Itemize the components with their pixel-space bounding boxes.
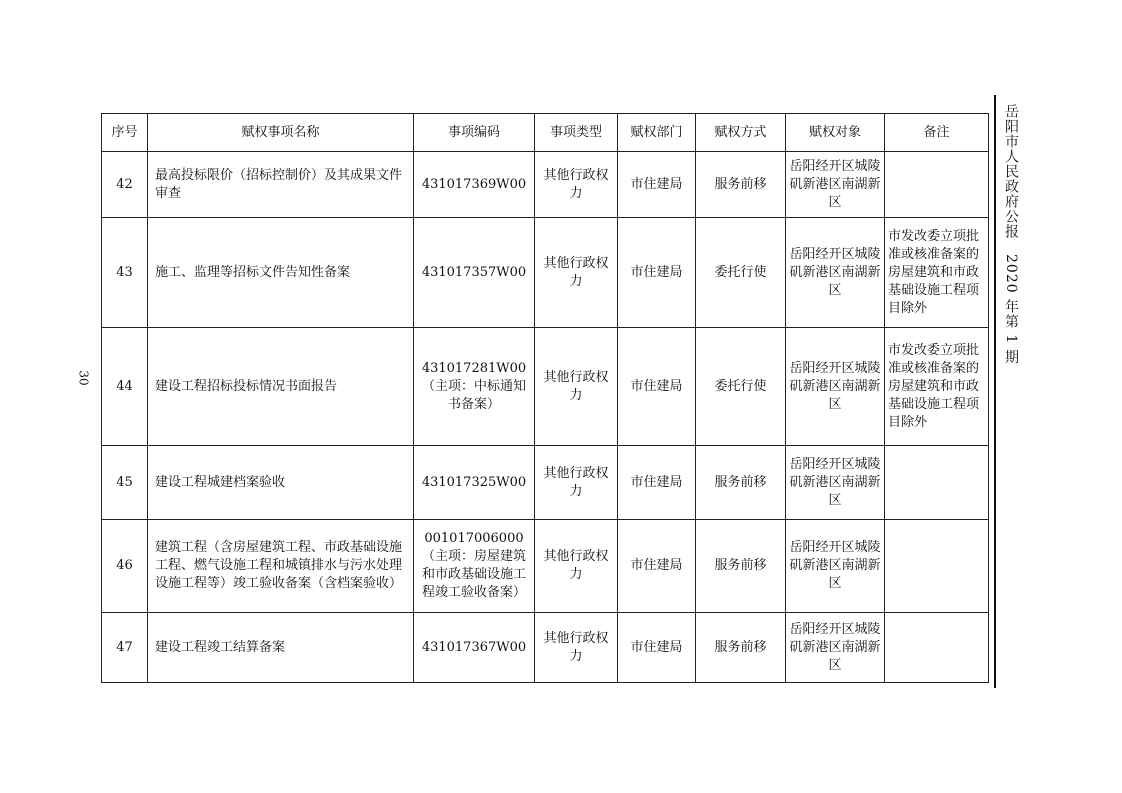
running-header — [1000, 104, 1022, 365]
remark — [885, 446, 989, 520]
row-number: 42 — [102, 152, 148, 218]
margin-rule — [994, 95, 996, 688]
item-type: 其他行政权力 — [535, 152, 618, 218]
row-number: 46 — [102, 520, 148, 613]
table-row — [102, 446, 989, 520]
column-header: 赋权事项名称 — [148, 114, 414, 152]
column-header: 赋权方式 — [696, 114, 786, 152]
authorization-target: 岳阳经开区城陵矶新港区南湖新区 — [786, 218, 885, 328]
row-number: 43 — [102, 218, 148, 328]
authorization-target: 岳阳经开区城陵矶新港区南湖新区 — [786, 520, 885, 613]
authorization-method: 委托行使 — [696, 218, 786, 328]
table-row — [102, 152, 989, 218]
authorizing-department: 市住建局 — [618, 613, 696, 683]
authorization-table — [101, 113, 989, 683]
item-code: 431017367W00 — [414, 613, 535, 683]
authorization-method: 委托行使 — [696, 328, 786, 446]
authorization-method: 服务前移 — [696, 152, 786, 218]
table-row — [102, 328, 989, 446]
authorization-target: 岳阳经开区城陵矶新港区南湖新区 — [786, 446, 885, 520]
column-header: 赋权对象 — [786, 114, 885, 152]
row-number: 47 — [102, 613, 148, 683]
item-name: 施工、监理等招标文件告知性备案 — [148, 218, 414, 328]
item-code: 001017006000（主项：房屋建筑和市政基础设施工程竣工验收备案） — [414, 520, 535, 613]
authorization-method: 服务前移 — [696, 520, 786, 613]
row-number: 44 — [102, 328, 148, 446]
item-type: 其他行政权力 — [535, 520, 618, 613]
column-header: 事项编码 — [414, 114, 535, 152]
remark — [885, 152, 989, 218]
column-header: 备注 — [885, 114, 989, 152]
issue-label: 2020 年第 1 期 — [1003, 254, 1019, 365]
item-type: 其他行政权力 — [535, 446, 618, 520]
item-code: 431017281W00（主项：中标通知书备案） — [414, 328, 535, 446]
item-name: 最高投标限价（招标控制价）及其成果文件审查 — [148, 152, 414, 218]
authorization-method: 服务前移 — [696, 613, 786, 683]
item-code: 431017369W00 — [414, 152, 535, 218]
authorizing-department: 市住建局 — [618, 446, 696, 520]
item-name: 建设工程竣工结算备案 — [148, 613, 414, 683]
authorization-target: 岳阳经开区城陵矶新港区南湖新区 — [786, 613, 885, 683]
column-header: 赋权部门 — [618, 114, 696, 152]
table-row — [102, 613, 989, 683]
item-type: 其他行政权力 — [535, 613, 618, 683]
publication-title: 岳阳市人民政府公报 — [1003, 104, 1019, 239]
authorizing-department: 市住建局 — [618, 328, 696, 446]
table-row — [102, 520, 989, 613]
remark — [885, 613, 989, 683]
item-type: 其他行政权力 — [535, 328, 618, 446]
authorization-target: 岳阳经开区城陵矶新港区南湖新区 — [786, 152, 885, 218]
authorizing-department: 市住建局 — [618, 152, 696, 218]
item-type: 其他行政权力 — [535, 218, 618, 328]
item-code: 431017325W00 — [414, 446, 535, 520]
authorization-target: 岳阳经开区城陵矶新港区南湖新区 — [786, 328, 885, 446]
table-row — [102, 218, 989, 328]
remark — [885, 520, 989, 613]
row-number: 45 — [102, 446, 148, 520]
column-header: 事项类型 — [535, 114, 618, 152]
table-header-row — [102, 114, 989, 152]
page-number: 30 — [76, 370, 91, 386]
remark: 市发改委立项批准或核准备案的房屋建筑和市政基础设施工程项目除外 — [885, 328, 989, 446]
item-name: 建设工程城建档案验收 — [148, 446, 414, 520]
item-code: 431017357W00 — [414, 218, 535, 328]
remark: 市发改委立项批准或核准备案的房屋建筑和市政基础设施工程项目除外 — [885, 218, 989, 328]
item-name: 建设工程招标投标情况书面报告 — [148, 328, 414, 446]
authorizing-department: 市住建局 — [618, 520, 696, 613]
column-header: 序号 — [102, 114, 148, 152]
item-name: 建筑工程（含房屋建筑工程、市政基础设施工程、燃气设施工程和城镇排水与污水处理设施工程等）竣工验收备案（含档案验收） — [148, 520, 414, 613]
authorization-method: 服务前移 — [696, 446, 786, 520]
authorizing-department: 市住建局 — [618, 218, 696, 328]
